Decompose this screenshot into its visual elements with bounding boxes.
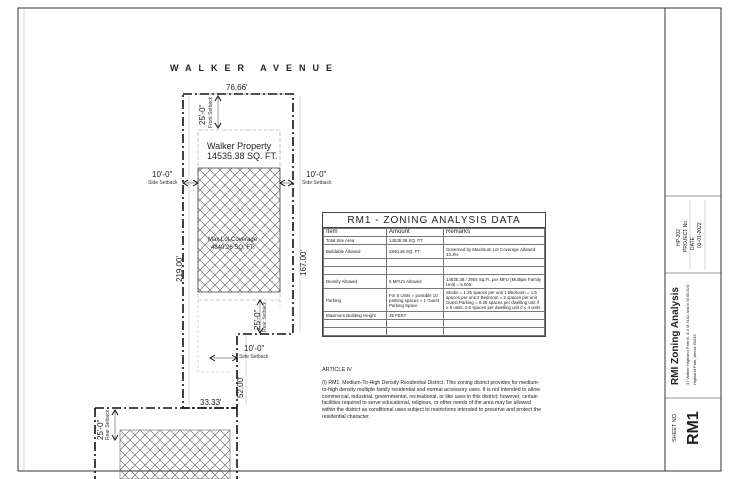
top-width-dim: 76.66'	[226, 83, 248, 92]
right-depth-value: 167.00'	[299, 250, 308, 276]
table-row	[324, 312, 545, 320]
article-heading: ARTICLE IV	[322, 367, 352, 373]
rear-setback-label: Rear Setback	[262, 301, 268, 332]
address-line-1: 37 Walker Highland Park Ill. A 3 M 9102 and in M 50-524	[685, 284, 690, 385]
zoning-analysis-table	[322, 212, 546, 337]
front-setback-label: Front Setback	[208, 96, 214, 128]
front-setback-value: 25'-0"	[198, 104, 207, 125]
table-header-item: Item	[324, 229, 387, 237]
sheet-no-label: SHEET NO	[672, 413, 678, 442]
table-cell	[387, 328, 444, 336]
table-row	[324, 267, 545, 275]
table-cell	[324, 259, 387, 267]
side-right-value: 10'-0"	[306, 170, 327, 179]
table-cell: 35 FEET	[387, 312, 444, 320]
table-row	[324, 328, 545, 336]
side-right-label: Side Setback	[302, 180, 332, 186]
table-cell	[324, 328, 387, 336]
table-cell	[444, 259, 545, 267]
table-header-amount: Amount	[387, 229, 444, 237]
street-name: WALKER AVENUE	[170, 63, 340, 73]
table-header-remarks: Remarks	[444, 229, 545, 237]
coverage-label: Max Lot Coverage	[208, 237, 258, 243]
property-area: 14535.38 SQ. FT.	[207, 151, 278, 161]
project-title: RMI Zoning Analysis	[670, 287, 681, 385]
table-cell: Governed by Maximum Lot Coverage Allowed 33.3%	[444, 245, 545, 259]
side-lower-label: Side Setback	[239, 354, 269, 360]
side-left-value: 10'-0"	[152, 170, 173, 179]
zoning-table-title: RM1 - ZONING ANALYSIS DATA	[323, 213, 545, 228]
table-row	[324, 320, 545, 328]
table-cell	[387, 320, 444, 328]
table-cell: 14535.38 / 2904 Sq.Ft. per MFU (Multiple Family Unit) = 5.005	[444, 275, 545, 289]
table-cell	[444, 267, 545, 275]
coverage-area: 4840.26 SQ. FT.	[211, 245, 255, 251]
date-label: DATE	[690, 237, 696, 250]
left-depth-value: 219.00'	[175, 256, 184, 282]
table-cell	[387, 267, 444, 275]
max-lot-coverage-area	[198, 168, 280, 292]
jog-depth-value: 52.00'	[236, 376, 245, 398]
table-cell	[324, 267, 387, 275]
table-cell	[444, 312, 545, 320]
table-header-row	[324, 229, 545, 237]
adjacent-lot-hatch	[120, 430, 230, 479]
project-no-label: PROJECT No	[683, 220, 689, 252]
table-cell: 4840.26 SQ. FT.	[387, 245, 444, 259]
property-name: Walker Property	[207, 141, 272, 151]
table-row	[324, 289, 545, 312]
sheet-number: RM1	[685, 411, 702, 445]
table-cell: For 5 Units = possible 10 parking spaces + 1 Guest Parking Space	[387, 289, 444, 312]
rear-lower-value: 25'-0"	[96, 419, 105, 440]
table-row	[324, 259, 545, 267]
table-cell: Total Site Area	[324, 237, 387, 245]
table-row	[324, 237, 545, 245]
bottom-width-value: 33.33'	[200, 398, 222, 407]
table-row	[324, 275, 545, 289]
address-line-2: Highland Park, Illinois 60035	[692, 334, 697, 385]
table-cell	[324, 320, 387, 328]
table-cell	[444, 328, 545, 336]
table-cell	[444, 237, 545, 245]
table-cell: 5 MFU's Allowed	[387, 275, 444, 289]
table-cell	[387, 259, 444, 267]
table-cell: Studio = 1.25 spaces per unit 1 Bedroom = 1.5 spaces per unit 2 Bedroom = 2 spaces per unit Guest Parking = 0.25 spaces per dwelling unit if ≥ 5 units; 0.0 spaces per dwelling unit if ≤ 4 units	[444, 289, 545, 312]
rear-setback-value: 25'-0"	[253, 309, 262, 330]
side-left-label: Side Setback	[148, 180, 178, 186]
project-no-value: HP-202	[676, 229, 682, 246]
rear-lower-label: Rear Setback	[105, 409, 111, 440]
table-cell: Buildable Allowed	[324, 245, 387, 259]
table-row	[324, 245, 545, 259]
table-cell	[444, 320, 545, 328]
table-cell: 14535.38 SQ. FT.	[387, 237, 444, 245]
table-cell: Parking	[324, 289, 387, 312]
date-value: 03-01-2022	[697, 222, 703, 248]
table-cell: Maximum Building Height	[324, 312, 387, 320]
article-text: (I) RM1: Medium-To-High Density Residential District. This zoning district provides for medium-to-high density multiple family residential and normal accessory uses. It is not intended to allow commercial, industrial, governmental, recreational, or like uses in this district; however, certain facilities required to serve educational, religious, or other needs of the area may be allowed within the district as conditional uses subject to restrictions intended to preserve and protect the residential character.	[322, 380, 541, 420]
table-cell: Density Allowed	[324, 275, 387, 289]
side-lower-value: 10'-0"	[244, 344, 265, 353]
